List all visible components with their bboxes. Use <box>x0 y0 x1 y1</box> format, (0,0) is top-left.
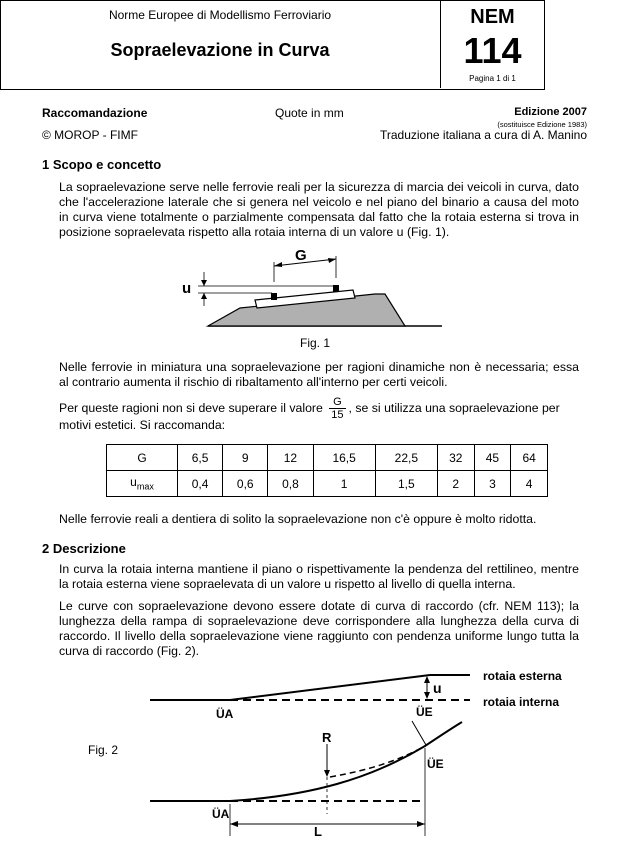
units-note: Quote in mm <box>275 106 344 120</box>
fig2-caption: Fig. 2 <box>88 743 119 757</box>
table-cell: 0,6 <box>223 471 268 497</box>
p3-before-text: Per queste ragioni non si deve superare il valore <box>59 400 323 415</box>
fig2-label-ue-bottom: ÜE <box>427 757 444 771</box>
table-cell: 0,4 <box>178 471 223 497</box>
edition: Edizione 2007 <box>514 106 587 118</box>
p3-after-text: , se si utilizza una sopraelevazione per <box>348 400 560 415</box>
table-cell: 45 <box>474 445 511 471</box>
section-1-paragraph-2: Nelle ferrovie in miniatura una sopraelevazione per ragioni dinamiche non è necessaria; essa al contrario aumenta il rischio di ribaltamento all'interno per certi veicoli. <box>59 360 579 389</box>
fig1-u-arrow-top <box>201 280 207 286</box>
fig2-l-arrow-left <box>230 821 238 827</box>
fig2-r-arrow-head <box>324 770 330 777</box>
table-row-g <box>107 445 548 471</box>
fig2-u-arrow-head-top <box>424 676 430 683</box>
fig2-label-u: u <box>433 680 442 696</box>
fig1-inner-rail <box>271 293 277 300</box>
table-cell: 12 <box>268 445 313 471</box>
fig2-l-arrow-right <box>417 821 425 827</box>
fig2-label-r: R <box>322 730 332 745</box>
umax-subscript: max <box>136 481 154 492</box>
section-1-paragraph-3-line-2: motivi estetici. Si raccomanda: <box>59 418 226 432</box>
copyright: © MOROP - FIMF <box>42 128 138 142</box>
nem-number: 114 <box>463 30 522 71</box>
figure-2 <box>140 664 580 844</box>
table-cell: 32 <box>437 445 474 471</box>
fig1-u-arrow-bottom <box>201 293 207 299</box>
table-cell: 22,5 <box>375 445 437 471</box>
section-2-heading: 2 Descrizione <box>42 541 126 556</box>
organization-name: Norme Europee di Modellismo Ferroviario <box>108 8 332 22</box>
umax-main: u <box>130 475 137 490</box>
section-1-paragraph-4: Nelle ferrovie reali a dentiera di solito la sopraelevazione non c'è oppure è molto ridotta. <box>59 512 537 526</box>
nem-label: NEM <box>470 6 515 28</box>
section-1-heading: 1 Scopo e concetto <box>42 157 162 172</box>
fig2-label-ua-top: ÜA <box>216 707 234 721</box>
section-2-paragraph-2: Le curve con sopraelevazione devono essere dotate di curva di raccordo (cfr. NEM 113); la lunghezza della rampa di sopraelevazione deve corrispondere alla lunghezza della curva di raccordo. Il livello della sopraelevazione viene raggiunto con pendenza uniforme lungo tutta la curva di raccordo (Fig. 2). <box>59 599 579 658</box>
table-row-label-umax <box>107 471 178 497</box>
table-cell: 4 <box>511 471 548 497</box>
table-cell: 1,5 <box>375 471 437 497</box>
table-cell: 3 <box>474 471 511 497</box>
fig2-label-rotaia-interna: rotaia interna <box>483 695 560 709</box>
fig1-label-g: G <box>295 247 307 264</box>
table-cell: 64 <box>511 445 548 471</box>
table-cell: 16,5 <box>313 445 375 471</box>
table-cell: 1 <box>313 471 375 497</box>
document-title: Sopraelevazione in Curva <box>110 40 330 60</box>
fig2-label-ua-bottom: ÜA <box>212 807 230 821</box>
section-1-paragraph-1: La sopraelevazione serve nelle ferrovie reali per la sicurezza di marcia dei veicoli in curva, dato che l'accelerazione laterale che si genera nel veicolo e nel piano del binario a causa del moto in curva viene totalmente o parzialmente compensata dal fatto che la rotaia esterna si trova in posizione sopraelevata rispetto alla rotaia interna di un valore u (Fig. 1). <box>59 180 579 239</box>
fraction-denominator: 15 <box>331 409 344 421</box>
table-cell: 6,5 <box>178 445 223 471</box>
fraction-numerator: G <box>329 396 345 409</box>
page-indicator: Pagina 1 di 1 <box>469 74 516 83</box>
translation-credit: Traduzione italiana a cura di A. Manino <box>379 128 587 142</box>
figure-1 <box>170 240 460 332</box>
table-row-label-g: G <box>107 445 178 471</box>
fig2-label-rotaia-esterna: rotaia esterna <box>483 669 562 683</box>
section-2-paragraph-1: In curva la rotaia interna mantiene il piano o rispettivamente la pendenza del rettilineo, mentre la rotaia esterna viene sopraelevata di un valore u rispetto al livello di quella interna. <box>59 562 579 591</box>
values-table <box>106 444 548 497</box>
fig2-circle-dashed <box>330 746 425 777</box>
fig2-u-arrow-head-bottom <box>424 692 430 699</box>
fraction-g-over-15 <box>329 396 345 421</box>
fig2-label-l: L <box>314 824 322 839</box>
table-cell: 2 <box>437 471 474 497</box>
fig1-label-u: u <box>182 280 192 297</box>
document-type: Raccomandazione <box>42 106 148 120</box>
fig2-ue-leader <box>412 721 426 745</box>
fig2-ramp-line <box>230 675 430 700</box>
table-cell: 0,8 <box>268 471 313 497</box>
edition-replaces: (sostituisce Edizione 1983) <box>497 120 587 129</box>
fig1-caption: Fig. 1 <box>300 336 331 350</box>
table-row-umax <box>107 471 548 497</box>
fig2-label-ue-top: ÜE <box>416 705 433 719</box>
header-box <box>0 0 545 90</box>
table-cell: 9 <box>223 445 268 471</box>
